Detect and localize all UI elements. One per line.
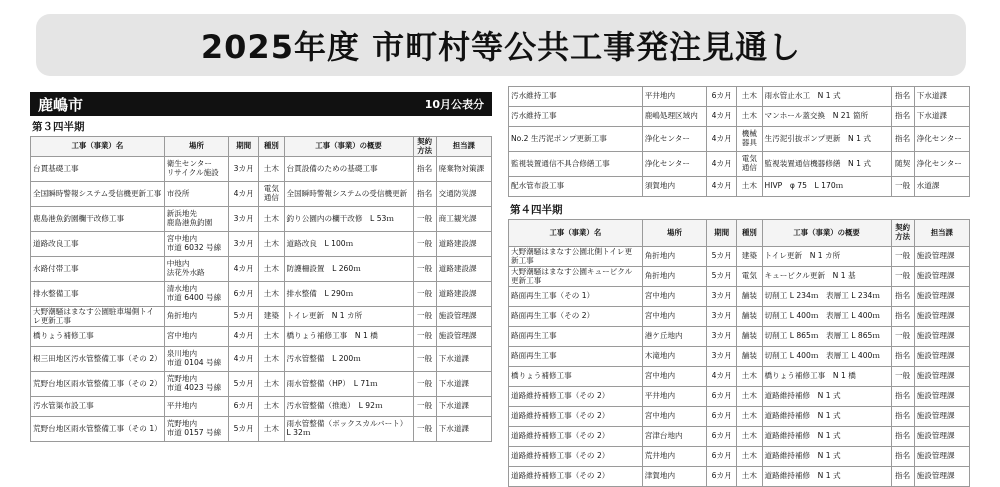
page-title: 2025年度 市町村等公共工事発注見通し xyxy=(200,28,802,66)
cell-summary: マンホール蓋交換 N 21 箇所 xyxy=(762,107,891,127)
cell-method: 一般 xyxy=(413,417,436,442)
cell-dept: 下水道課 xyxy=(436,372,491,397)
cell-period: 4カ月 xyxy=(707,177,737,197)
q3-label: 第３四半期 xyxy=(32,121,85,133)
cell-summary: 雨水管止水工 N 1 式 xyxy=(762,87,891,107)
cell-period: 4カ月 xyxy=(707,107,737,127)
cell-method: 指名 xyxy=(891,107,914,127)
cell-name: 荒野台地区雨水管整備工事（その 2） xyxy=(31,372,165,397)
cell-period: 4カ月 xyxy=(707,367,737,387)
cell-place: 港ケ丘地内 xyxy=(642,327,707,347)
cell-period: 4カ月 xyxy=(229,327,259,347)
cell-method: 指名 xyxy=(891,387,914,407)
cell-name: 路面再生工事 xyxy=(509,347,643,367)
col-header-method: 契約 方法 xyxy=(891,220,914,247)
cell-period: 5カ月 xyxy=(229,307,259,327)
table-row xyxy=(509,287,970,307)
cell-summary: トイレ更新 N 1 カ所 xyxy=(284,307,413,327)
cell-summary: 台貫設備のための基礎工事 xyxy=(284,157,413,182)
cell-name: 荒野台地区雨水管整備工事（その 1） xyxy=(31,417,165,442)
cell-type: 機械 器具 xyxy=(737,127,762,152)
col-header-place: 場所 xyxy=(164,137,229,157)
cell-period: 3カ月 xyxy=(229,207,259,232)
cell-place: 荒井地内 xyxy=(642,447,707,467)
cell-period: 6カ月 xyxy=(707,427,737,447)
cell-type: 舗装 xyxy=(737,347,762,367)
cell-name: 道路維持補修工事（その 2） xyxy=(509,427,643,447)
cell-type: 電気 通信 xyxy=(259,182,284,207)
cell-period: 5カ月 xyxy=(229,372,259,397)
cell-place: 宮中地内 市道 6032 号線 xyxy=(164,232,229,257)
cell-place: 浄化センター xyxy=(642,152,707,177)
cell-dept: 施設管理課 xyxy=(914,267,969,287)
city-name: 鹿嶋市 xyxy=(38,95,84,114)
cell-method: 一般 xyxy=(413,282,436,307)
cell-summary: 道路維持補修 N 1 式 xyxy=(762,447,891,467)
cell-type: 土木 xyxy=(737,87,762,107)
cell-method: 指名 xyxy=(891,347,914,367)
cell-period: 6カ月 xyxy=(707,87,737,107)
cell-method: 一般 xyxy=(413,257,436,282)
cell-period: 4カ月 xyxy=(707,127,737,152)
table-row xyxy=(509,367,970,387)
cell-dept: 水道課 xyxy=(914,177,969,197)
cell-dept: 商工観光課 xyxy=(436,207,491,232)
cell-dept: 道路建設課 xyxy=(436,257,491,282)
cell-type: 土木 xyxy=(259,372,284,397)
table-row xyxy=(509,247,970,267)
cell-summary: キュービクル更新 N 1 基 xyxy=(762,267,891,287)
col-header-dept: 担当課 xyxy=(914,220,969,247)
cell-method: 一般 xyxy=(891,267,914,287)
col-header-period: 期間 xyxy=(229,137,259,157)
table-row xyxy=(509,427,970,447)
cell-period: 3カ月 xyxy=(229,232,259,257)
cell-type: 土木 xyxy=(737,467,762,487)
col-header-summary: 工事（事業）の概要 xyxy=(284,137,413,157)
cell-method: 指名 xyxy=(891,407,914,427)
cell-period: 4カ月 xyxy=(229,347,259,372)
title-banner xyxy=(36,14,966,76)
cell-type: 土木 xyxy=(737,427,762,447)
cell-name: 水路付帯工事 xyxy=(31,257,165,282)
cell-name: 道路改良工事 xyxy=(31,232,165,257)
cell-dept: 廃棄物対策課 xyxy=(436,157,491,182)
cell-period: 5カ月 xyxy=(229,417,259,442)
cell-type: 舗装 xyxy=(737,327,762,347)
cell-period: 3カ月 xyxy=(229,157,259,182)
cell-summary: 道路維持補修 N 1 式 xyxy=(762,427,891,447)
table-row xyxy=(509,347,970,367)
cell-type: 土木 xyxy=(737,387,762,407)
col-header-place: 場所 xyxy=(642,220,707,247)
table-row xyxy=(31,417,492,442)
cell-place: 新浜地先 鹿島港魚釣園 xyxy=(164,207,229,232)
cell-name: 橋りょう補修工事 xyxy=(31,327,165,347)
cell-summary: 切削工 L 400ｍ 表層工 L 400ｍ xyxy=(762,307,891,327)
cell-dept: 施設管理課 xyxy=(914,287,969,307)
cell-dept: 施設管理課 xyxy=(436,307,491,327)
cell-summary: 雨水管整備（ボックスカルバート） L 32ｍ xyxy=(284,417,413,442)
col-header-period: 期間 xyxy=(707,220,737,247)
cell-period: 6カ月 xyxy=(707,447,737,467)
cell-dept: 施設管理課 xyxy=(914,327,969,347)
cell-type: 土木 xyxy=(259,207,284,232)
cell-name: 路面再生工事 xyxy=(509,327,643,347)
cell-dept: 浄化センター xyxy=(914,127,969,152)
table-row xyxy=(31,397,492,417)
table-row xyxy=(31,372,492,397)
cell-summary: 釣り公園内の欄干改修 L 53ｍ xyxy=(284,207,413,232)
cell-summary: 排水整備 L 290ｍ xyxy=(284,282,413,307)
cell-dept: 下水道課 xyxy=(914,87,969,107)
right-column xyxy=(508,86,970,487)
cell-name: 汚水維持工事 xyxy=(509,107,643,127)
cell-method: 指名 xyxy=(413,157,436,182)
cell-period: 6カ月 xyxy=(229,282,259,307)
cell-summary: 汚水管整備（推進） L 92ｍ xyxy=(284,397,413,417)
left-column xyxy=(30,92,492,442)
cell-method: 指名 xyxy=(891,127,914,152)
cell-type: 建築 xyxy=(259,307,284,327)
cell-period: 4カ月 xyxy=(707,152,737,177)
cell-method: 一般 xyxy=(891,367,914,387)
table-header-row xyxy=(31,137,492,157)
cell-period: 4カ月 xyxy=(229,257,259,282)
cell-dept: 施設管理課 xyxy=(914,387,969,407)
cell-summary: 汚水管整備 L 200ｍ xyxy=(284,347,413,372)
cell-dept: 施設管理課 xyxy=(914,467,969,487)
table-row xyxy=(31,232,492,257)
cell-period: 4カ月 xyxy=(229,182,259,207)
col-header-name: 工事（事業）名 xyxy=(31,137,165,157)
cell-name: 監視装置通信不具合修繕工事 xyxy=(509,152,643,177)
cell-type: 土木 xyxy=(737,447,762,467)
cell-name: 排水整備工事 xyxy=(31,282,165,307)
cell-method: 一般 xyxy=(413,372,436,397)
cell-period: 6カ月 xyxy=(707,387,737,407)
table-row xyxy=(31,257,492,282)
cell-name: 道路維持補修工事（その 2） xyxy=(509,407,643,427)
cell-method: 一般 xyxy=(413,207,436,232)
cell-summary: 道路維持補修 N 1 式 xyxy=(762,467,891,487)
cell-dept: 施設管理課 xyxy=(914,367,969,387)
cell-method: 指名 xyxy=(891,307,914,327)
cell-name: 路面再生工事（その 1） xyxy=(509,287,643,307)
cell-place: 平井地内 xyxy=(164,397,229,417)
cell-type: 電気 xyxy=(737,267,762,287)
cell-place: 市役所 xyxy=(164,182,229,207)
q4-label: 第４四半期 xyxy=(510,204,563,216)
cell-place: 浄化センター xyxy=(642,127,707,152)
cell-method: 一般 xyxy=(413,307,436,327)
col-header-type: 種別 xyxy=(737,220,762,247)
col-header-dept: 担当課 xyxy=(436,137,491,157)
cell-method: 一般 xyxy=(891,247,914,267)
cell-period: 6カ月 xyxy=(707,407,737,427)
cell-dept: 施設管理課 xyxy=(914,407,969,427)
table-header-row xyxy=(509,220,970,247)
cell-type: 土木 xyxy=(259,257,284,282)
table-row xyxy=(31,327,492,347)
col-header-summary: 工事（事業）の概要 xyxy=(762,220,891,247)
cell-period: 3カ月 xyxy=(707,347,737,367)
cell-summary: 橋りょう補修工事 N 1 橋 xyxy=(762,367,891,387)
col-header-method: 契約 方法 xyxy=(413,137,436,157)
cell-dept: 施設管理課 xyxy=(914,427,969,447)
cell-place: 角折地内 xyxy=(164,307,229,327)
cell-name: 汚水管渠布設工事 xyxy=(31,397,165,417)
cell-dept: 交通防災課 xyxy=(436,182,491,207)
cell-name: 道路維持補修工事（その 2） xyxy=(509,387,643,407)
cell-name: 道路維持補修工事（その 2） xyxy=(509,467,643,487)
table-row xyxy=(509,307,970,327)
table-row xyxy=(31,157,492,182)
cell-type: 舗装 xyxy=(737,307,762,327)
table-row xyxy=(509,387,970,407)
table-row xyxy=(509,152,970,177)
cell-dept: 下水道課 xyxy=(436,347,491,372)
cell-place: 鹿嶋処理区域内 xyxy=(642,107,707,127)
cell-type: 土木 xyxy=(259,232,284,257)
cell-dept: 下水道課 xyxy=(914,107,969,127)
cell-name: No.2 生汚泥ポンプ更新工事 xyxy=(509,127,643,152)
city-header xyxy=(30,92,492,116)
table-row xyxy=(31,347,492,372)
cell-dept: 施設管理課 xyxy=(914,247,969,267)
cell-method: 一般 xyxy=(891,327,914,347)
col-header-name: 工事（事業）名 xyxy=(509,220,643,247)
cell-method: 指名 xyxy=(891,467,914,487)
cell-type: 電気 通信 xyxy=(737,152,762,177)
table-row xyxy=(31,207,492,232)
cell-summary: 道路改良 L 100ｍ xyxy=(284,232,413,257)
cell-period: 3カ月 xyxy=(707,327,737,347)
cell-name: 大野潮騒はまなす公園北側トイレ更新工事 xyxy=(509,247,643,267)
cell-type: 舗装 xyxy=(737,287,762,307)
cell-summary: 監視装置通信機器修繕 N 1 式 xyxy=(762,152,891,177)
table-row xyxy=(509,447,970,467)
cell-method: 指名 xyxy=(891,287,914,307)
q3-table xyxy=(30,136,492,442)
cell-summary: 切削工 L 400ｍ 表層工 L 400ｍ xyxy=(762,347,891,367)
cell-type: 土木 xyxy=(259,347,284,372)
cell-period: 6カ月 xyxy=(707,467,737,487)
cell-summary: 切削工 L 865ｍ 表層工 L 865ｍ xyxy=(762,327,891,347)
cell-place: 津賀地内 xyxy=(642,467,707,487)
cell-summary: 橋りょう補修工事 N 1 橋 xyxy=(284,327,413,347)
cell-place: 中地内 法花外水路 xyxy=(164,257,229,282)
cell-place: 衛生センター リサイクル施設 xyxy=(164,157,229,182)
cell-type: 土木 xyxy=(259,327,284,347)
table-row xyxy=(509,407,970,427)
cell-summary: HIVP φ 75 L 170ｍ xyxy=(762,177,891,197)
table-row xyxy=(31,282,492,307)
table-row xyxy=(509,467,970,487)
cell-place: 宮中地内 xyxy=(164,327,229,347)
cell-summary: 切削工 L 234ｍ 表層工 L 234ｍ xyxy=(762,287,891,307)
table-row xyxy=(509,327,970,347)
cell-place: 角折地内 xyxy=(642,267,707,287)
table-row xyxy=(509,177,970,197)
cell-method: 一般 xyxy=(413,347,436,372)
cell-type: 土木 xyxy=(259,282,284,307)
cell-place: 清水地内 市道 6400 号線 xyxy=(164,282,229,307)
cell-place: 木滝地内 xyxy=(642,347,707,367)
cell-type: 土木 xyxy=(259,417,284,442)
cell-type: 土木 xyxy=(259,157,284,182)
cell-name: 大野潮騒はまなす公園駐車場側トイレ更新工事 xyxy=(31,307,165,327)
table-row xyxy=(509,87,970,107)
col-header-type: 種別 xyxy=(259,137,284,157)
cell-dept: 下水道課 xyxy=(436,417,491,442)
table-row xyxy=(509,127,970,152)
cell-method: 指名 xyxy=(891,87,914,107)
table-row xyxy=(31,182,492,207)
cell-name: 配水管布設工事 xyxy=(509,177,643,197)
cell-name: 路面再生工事（その 2） xyxy=(509,307,643,327)
cell-method: 随契 xyxy=(891,152,914,177)
cell-name: 台貫基礎工事 xyxy=(31,157,165,182)
cell-summary: 道路維持補修 N 1 式 xyxy=(762,407,891,427)
cell-dept: 道路建設課 xyxy=(436,282,491,307)
cell-name: 橋りょう補修工事 xyxy=(509,367,643,387)
cell-period: 5カ月 xyxy=(707,247,737,267)
cell-place: 泉川地内 市道 0104 号線 xyxy=(164,347,229,372)
cell-method: 指名 xyxy=(413,182,436,207)
cell-place: 須賀地内 xyxy=(642,177,707,197)
table-row xyxy=(509,267,970,287)
cell-type: 土木 xyxy=(737,177,762,197)
cell-method: 指名 xyxy=(891,447,914,467)
table-row xyxy=(31,307,492,327)
cell-place: 宮中地内 xyxy=(642,407,707,427)
cell-summary: 雨水管整備（HP） L 71ｍ xyxy=(284,372,413,397)
cell-method: 一般 xyxy=(891,177,914,197)
cell-dept: 施設管理課 xyxy=(914,307,969,327)
cell-period: 5カ月 xyxy=(707,267,737,287)
cell-summary: 防護柵設置 L 260ｍ xyxy=(284,257,413,282)
cell-dept: 浄化センター xyxy=(914,152,969,177)
cell-method: 一般 xyxy=(413,397,436,417)
cell-place: 宮中地内 xyxy=(642,367,707,387)
cell-period: 6カ月 xyxy=(229,397,259,417)
cell-method: 一般 xyxy=(413,327,436,347)
cell-place: 平井地内 xyxy=(642,387,707,407)
cell-dept: 道路建設課 xyxy=(436,232,491,257)
cell-dept: 施設管理課 xyxy=(914,447,969,467)
cell-place: 宮中地内 xyxy=(642,307,707,327)
cell-method: 一般 xyxy=(413,232,436,257)
cell-name: 全国瞬時警報システム受信機更新工事 xyxy=(31,182,165,207)
cell-name: 大野潮騒はまなす公園キュービクル更新工事 xyxy=(509,267,643,287)
cell-summary: トイレ更新 N 1 カ所 xyxy=(762,247,891,267)
cell-place: 荒野地内 市道 4023 号線 xyxy=(164,372,229,397)
cell-dept: 下水道課 xyxy=(436,397,491,417)
cell-method: 指名 xyxy=(891,427,914,447)
cell-summary: 生汚泥引抜ポンプ更新 N 1 式 xyxy=(762,127,891,152)
cell-type: 土木 xyxy=(737,367,762,387)
cell-place: 宮津台地内 xyxy=(642,427,707,447)
cell-period: 3カ月 xyxy=(707,287,737,307)
cell-summary: 全国瞬時警報システムの受信機更新 xyxy=(284,182,413,207)
cell-place: 荒野地内 市道 0157 号線 xyxy=(164,417,229,442)
cell-type: 土木 xyxy=(259,397,284,417)
cell-place: 宮中地内 xyxy=(642,287,707,307)
cell-type: 建築 xyxy=(737,247,762,267)
cell-place: 平井地内 xyxy=(642,87,707,107)
cell-name: 道路維持補修工事（その 2） xyxy=(509,447,643,467)
cell-period: 3カ月 xyxy=(707,307,737,327)
release-note: 10月公表分 xyxy=(424,98,484,111)
cell-summary: 道路維持補修 N 1 式 xyxy=(762,387,891,407)
cell-name: 汚水維持工事 xyxy=(509,87,643,107)
cell-place: 角折地内 xyxy=(642,247,707,267)
cell-name: 根三田地区汚水管整備工事（その 2） xyxy=(31,347,165,372)
table-row xyxy=(509,107,970,127)
cell-type: 土木 xyxy=(737,107,762,127)
q4-table xyxy=(508,219,970,487)
cell-name: 鹿島港魚釣園欄干改修工事 xyxy=(31,207,165,232)
cell-dept: 施設管理課 xyxy=(436,327,491,347)
q3-continued-table xyxy=(508,86,970,197)
cell-dept: 施設管理課 xyxy=(914,347,969,367)
cell-type: 土木 xyxy=(737,407,762,427)
